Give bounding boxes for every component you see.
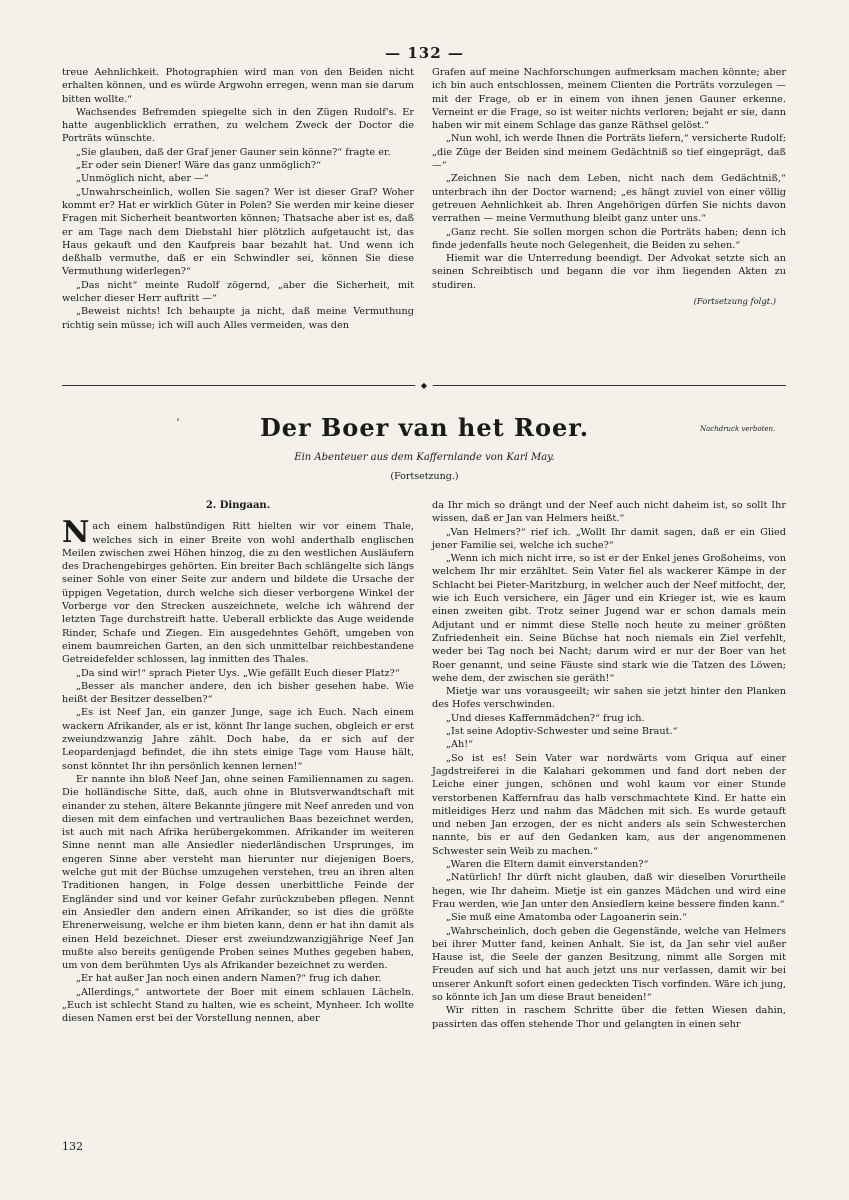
paragraph [62, 279, 414, 306]
paragraph [432, 858, 786, 871]
paragraph [62, 66, 414, 106]
paragraph [432, 252, 786, 292]
paragraph [62, 706, 414, 772]
paragraph-text: „Beweist nichts! Ich behaupte ja nicht, daß meine Vermuthung richtig sein müsse; ich will auch Alles vermeiden, was den [62, 306, 414, 331]
paragraph [62, 172, 414, 185]
paragraph-text: Mietje war uns vorausgeeilt; wir sahen sie jetzt hinter den Planken des Hofes verschwinden. [432, 686, 786, 711]
paragraph-text: „Sie glauben, daß der Graf jener Gauner sein könne?“ fragte er. [76, 146, 391, 158]
paragraph [432, 738, 786, 751]
paragraph-text: da Ihr mich so drängt und der Neef auch nicht daheim ist, so sollt Ihr wissen, daß er Jan van Helmers heißt.“ [432, 500, 786, 525]
section-divider [62, 381, 786, 391]
story-subtitle: Ein Abenteuer aus dem Kaffernlande von Karl May. [294, 452, 555, 463]
paragraph-text: „Er hat außer Jan noch einen andern Namen?“ frug ich daher. [76, 973, 382, 985]
upper-left-column [62, 66, 414, 332]
paragraph-text: „Allerdings,“ antwortete der Boer mit einem schlauen Lächeln. „Euch ist schlecht Stand zu halten, wie es scheint, Mynheer. Ich wollte diesen Namen erst bei der Vorstellung nennen, aber [62, 986, 414, 1025]
paragraph-text: „Es ist Neef Jan, ein ganzer Junge, sage ich Euch. Nach einem wackern Afrikander, als er ist, könnt Ihr lange suchen, obgleich er erst zweiundzwanzig Jahre zählt. Doch habe, da er sich auf der Leopardenjagd befindet, die ihn stets einige Tage vom Hause hält, sonst könntet Ihr ihn persönlich kennen lernen!“ [62, 707, 414, 772]
paragraph [62, 515, 414, 666]
paragraph-text: „Wenn ich mich nicht irre, so ist er der Enkel jenes Großoheims, von welchem Ihr mir erzähltet. Sein Vater fiel als wackerer Kämpe in der Schlacht bei Pieter-Maritzburg, in welcher auch der Neef mitfocht, der, wie ich Euch versichere, ein Jäger und ein Krieger ist, wie es kaum einen zweiten gibt. Trotz seiner Jugend war er schon damals mein Adjutant und er nimmt diese Stelle noch heute zu meiner größten Zufriedenheit ein. Seine Büchse hat noch niemals ein Ziel verfehlt, weder bei Tag noch bei Nacht; darum wird er nur der Boer van het Roer genannt, und seine Fäuste sind stark wie die Tatzen des Löwen; wehe dem, der zwischen sie geräth!“ [432, 553, 786, 684]
paragraph [62, 680, 414, 707]
paragraph-text: Grafen auf meine Nachforschungen aufmerksam machen könnte; aber ich bin auch entschlossen, meinem Clienten die Porträts vorzulegen — mit der Frage, ob er in einem von ihnen jenen Gauner erkenne. Verneint er die Frage, so ist weiter nichts verloren; bejaht er sie, dann haben wir mit einem Schlage das ganze Räthsel gelöst.“ [432, 67, 786, 132]
paragraph-text: „Natürlich! Ihr dürft nicht glauben, daß wir dieselben Vorurtheile hegen, wie Ihr daheim. Mietje ist ein ganzes Mädchen und wird eine Frau werden, wie Jan unter den Ansiedlern keine bessere finden kann.“ [432, 872, 786, 910]
paragraph-text: „Er oder sein Diener! Wäre das ganz unmöglich?“ [76, 160, 322, 172]
paragraph-text: ach einem halbstündigen Ritt hielten wir vor einem Thale, welches sich in einer Breite von wohl anderthalb englischen Meilen zwischen zwei Höhen hinzog, die zu den westlichen Ausläufern des Drachengebirges gehörten. Ein breiter Bach schlängelte sich längs seiner Sohle von einer Seite zur andern und bildete die Ursache der üppigen Vegetation, durch welche sich dieser verborgene Winkel der Vorberge vor den Strecken auszeichnete, welche ich während der letzten Tage durchstreift hatte. Ueberall erblickte das Auge weidende Rinder, Schafe und Ziegen. Ein ausgedehntes Gehöft, umgeben von einem baumreichen Garten, an den sich unmittelbar reichbestandene Getreidefelder schlossen, lag inmitten des Thales. [62, 521, 414, 666]
paragraph-text: Wir ritten in raschem Schritte über die fetten Wiesen dahin, passirten das offen stehende Thor und gelangten in einen sehr [432, 1005, 786, 1030]
paragraph-text: „Besser als mancher andere, den ich bisher gesehen habe. Wie heißt der Besitzer desselben?“ [62, 680, 414, 706]
paragraph [432, 752, 786, 858]
paragraph-text: „Van Helmers?“ rief ich. „Wollt Ihr damit sagen, daß er ein Glied jener Familie sei, welche ich suche?“ [432, 526, 786, 551]
paragraph [62, 972, 414, 985]
story-title: Der Boer van het Roer. [259, 413, 590, 442]
page-folio: 132 [62, 1140, 83, 1153]
stray-mark: ʼ [176, 418, 180, 429]
chapter-heading: 2. Dingaan. [205, 500, 271, 511]
lower-right-column [432, 499, 786, 1031]
paragraph [62, 159, 414, 172]
paragraph-text: „Und dieses Kaffernmädchen?“ frug ich. [446, 712, 645, 724]
paragraph [432, 499, 786, 526]
paragraph [432, 871, 786, 911]
paragraph-text: Hiemit war die Unterredung beendigt. Der Advokat setzte sich an seinen Schreibtisch und begann die vor ihm liegenden Akten zu studiren. [432, 253, 786, 291]
paragraph [62, 667, 414, 680]
paragraph [432, 552, 786, 685]
to-be-continued-note: (Fortsetzung folgt.) [693, 296, 776, 307]
paragraph-text: „So ist es! Sein Vater war nordwärts vom Griqua auf einer Jagdstreiferei in die Kalahari gekommen und fand dort neben der Leiche einer jungen, schönen und wohl kaum vor einer Stunde verstorbenen Kaffernfrau das halb verschmachtete Kind. Er hatte ein mitleidiges Herz und nahm das Mädchen mit sich. Es wurde getauft und neben Jan erzogen, der es nicht anders als sein Schwesterchen nannte, bis er auf den Gedanken kam, aus der angenommenen Schwester sein Weib zu machen.“ [432, 752, 786, 857]
paragraph-text: „Das nicht“ meinte Rudolf zögernd, „aber die Sicherheit, mit welcher dieser Herr auftritt —“ [62, 279, 414, 305]
paragraph [432, 226, 786, 253]
paragraph [62, 186, 414, 279]
paragraph [62, 986, 414, 1026]
paragraph [432, 911, 786, 924]
paragraph [432, 712, 786, 725]
paragraph [432, 132, 786, 172]
paragraph [62, 305, 414, 332]
drop-cap: N [62, 515, 90, 551]
paragraph-text: „Da sind wir!“ sprach Pieter Uys. „Wie gefällt Euch dieser Platz?“ [76, 667, 400, 679]
paragraph [432, 925, 786, 1005]
upper-right-column [432, 66, 786, 308]
paragraph-text: treue Aehnlichkeit. Photographien wird man von den Beiden nicht erhalten können, und es würde Argwohn erregen, wenn man sie darum bitten wollte.“ [62, 67, 414, 105]
paragraph [432, 685, 786, 712]
continued-label: (Fortsetzung.) [390, 471, 459, 482]
paragraph [62, 146, 414, 159]
paragraph-text: „Ganz recht. Sie sollen morgen schon die Porträts haben; denn ich finde jedenfalls heute noch Gelegenheit, die Beiden zu sehen.“ [432, 226, 786, 251]
paragraph-text: Er nannte ihn bloß Neef Jan, ohne seinen Familiennamen zu sagen. Die holländische Sitte, daß, auch ohne in Blutsverwandtschaft mit einander zu stehen, ältere Bekannte jüngere mit Neef anreden und von diesen mit dem einfachen und vertraulichen Baas bezeichnet werden, ist auch mit nach Afrika herübergekommen. Afrikander im weiteren Sinne nennt man alle Ansiedler niederländischen Ursprunges, im engeren Sinne aber versteht man hierunter nur diejenigen Boers, welche gut mit der Büchse umzugehen verstehen, treu an ihren alten Traditionen hangen, in Folge dessen unerbittliche Feinde der Engländer sind und vor keiner Gefahr zurückzubeben pflegen. Nennt ein Ansiedler den andern einen Afrikander, so ist dies die größte Ehrenerweisung, welche er ihm bieten kann, denn er hat ihn damit als einen Held bezeichnet. Dieser erst zweiundzwanzigjährige Neef Jan mußte also bereits genügende Proben seines Muthes gegeben haben, um von dem berühmten Uys als Afrikander bezeichnet zu werden. [62, 773, 414, 972]
paragraph [432, 526, 786, 553]
paragraph [432, 725, 786, 738]
paragraph-text: „Unwahrscheinlich, wollen Sie sagen? Wer ist dieser Graf? Woher kommt er? Hat er wirklich Güter in Polen? Sie werden mir keine dieser Fragen mit Sicherheit beantworten können; Thatsache aber ist es, daß er am Tage nach dem Diebstahl hier plötzlich aufgetaucht ist, das Haus gekauft und den Kaufpreis baar bezahlt hat. Und wenn ich deßhalb vermuthe, daß er ein Schwindler sei, können Sie diese Vermuthung widerlegen?“ [62, 186, 414, 278]
paragraph-text: „Unmöglich nicht, aber —“ [76, 173, 209, 185]
paragraph-text: Wachsendes Befremden spiegelte sich in den Zügen Rudolf's. Er hatte augenblicklich errathen, zu welchem Zweck der Doctor die Porträts wünschte. [62, 106, 414, 145]
paragraph-text: „Nun wohl, ich werde Ihnen die Porträts liefern,“ versicherte Rudolf; „die Züge der Beiden sind meinem Gedächtniß so tief eingeprägt, daß —“ [432, 133, 786, 172]
divider-ornament: ◆ [415, 381, 433, 390]
paragraph-text: „Wahrscheinlich, doch geben die Gegenstände, welche van Helmers bei ihrer Mutter fand, keinen Anhalt. Sie ist, da Jan sehr viel außer Hause ist, die Seele der ganzen Besitzung, nimmt alle Sorgen mit Freuden auf sich und hat auch jetzt uns nur verlassen, damit wir bei unserer Ankunft sofort einen gedeckten Tisch vorfinden. Wäre ich jung, so könnte ich Jan um diese Braut beneiden!“ [432, 925, 786, 1003]
paragraph [432, 172, 786, 225]
paragraph [432, 1004, 786, 1031]
paragraph [432, 66, 786, 132]
paragraph [62, 106, 414, 146]
paragraph-text: „Zeichnen Sie nach dem Leben, nicht nach dem Gedächtniß,“ unterbrach ihn der Doctor warnend; „es hängt zuviel von einer völlig getreuen Aehnlichkeit ab. Ihren Angehörigen dürfen Sie nichts davon verrathen — meine Vermuthung bleibt ganz unter uns.“ [432, 173, 786, 225]
paragraph-text: „Waren die Eltern damit einverstanden?“ [446, 859, 649, 871]
page-header: — 132 — [385, 44, 464, 62]
paragraph-text: „Sie muß eine Amatomba oder Lagoanerin sein.“ [446, 912, 687, 924]
paragraph-text: „Ah!“ [446, 739, 474, 751]
paragraph [62, 773, 414, 972]
lower-left-column [62, 499, 414, 1026]
paragraph-text: „Ist seine Adoptiv-Schwester und seine Braut.“ [446, 726, 678, 738]
rights-notice: Nachdruck verboten. [700, 425, 776, 433]
